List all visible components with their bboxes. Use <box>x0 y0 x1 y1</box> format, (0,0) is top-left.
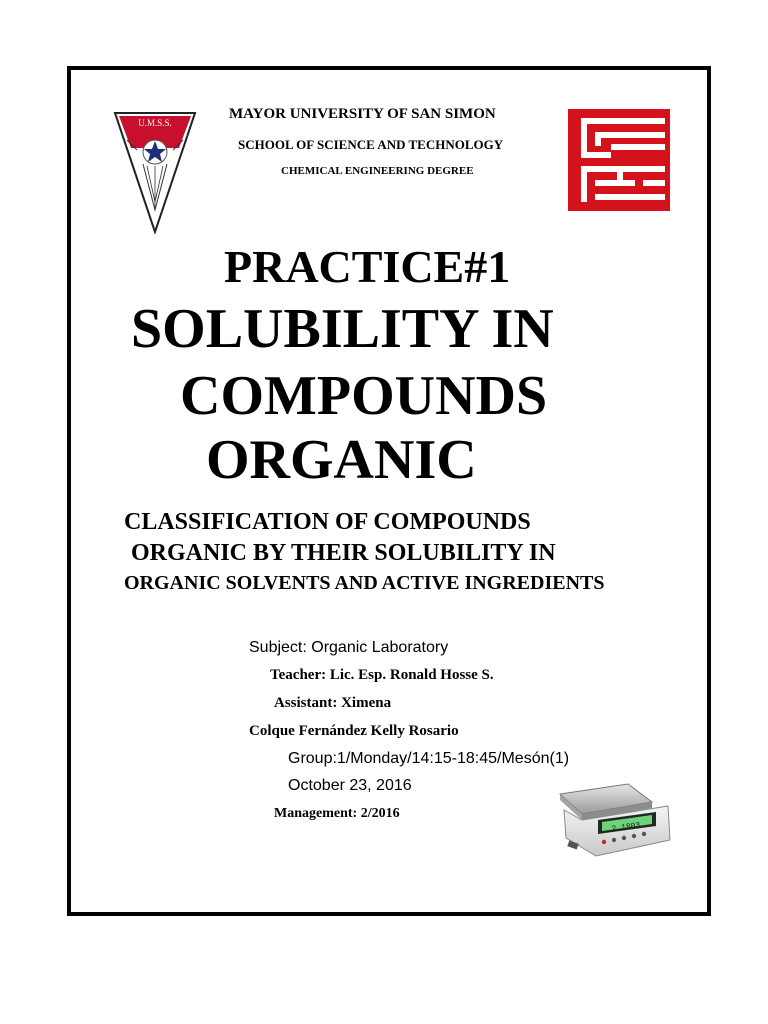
title-line-1: SOLUBILITY IN <box>131 298 554 360</box>
subtitle-line-1: CLASSIFICATION OF COMPOUNDS <box>124 509 531 535</box>
teacher-line: Teacher: Lic. Esp. Ronald Hosse S. <box>270 667 494 683</box>
logo-left-text: U.M.S.S. <box>138 118 172 128</box>
management-line: Management: 2/2016 <box>274 806 400 821</box>
degree-name: CHEMICAL ENGINEERING DEGREE <box>281 165 474 177</box>
group-line: Group:1/Monday/14:15-18:45/Mesón(1) <box>288 750 570 767</box>
date-line: October 23, 2016 <box>288 777 412 794</box>
assistant-line: Assistant: Ximena <box>274 695 392 711</box>
digital-scale-icon <box>556 780 674 860</box>
faculty-logo-icon <box>567 108 671 212</box>
practice-title: PRACTICE#1 <box>224 241 511 292</box>
subtitle-line-3: ORGANIC SOLVENTS AND ACTIVE INGREDIENTS <box>124 572 605 594</box>
subject-line: Subject: Organic Laboratory <box>249 639 449 656</box>
university-name: MAYOR UNIVERSITY OF SAN SIMON <box>229 106 496 122</box>
scale-display-text: 2.1803 <box>611 821 641 834</box>
title-line-3: ORGANIC <box>206 429 477 491</box>
student-name: Colque Fernández Kelly Rosario <box>249 723 459 739</box>
title-line-2: COMPOUNDS <box>180 365 548 427</box>
school-name: SCHOOL OF SCIENCE AND TECHNOLOGY <box>238 137 504 152</box>
subtitle-line-2: ORGANIC BY THEIR SOLUBILITY IN <box>131 540 556 566</box>
umss-logo-icon <box>113 110 197 234</box>
